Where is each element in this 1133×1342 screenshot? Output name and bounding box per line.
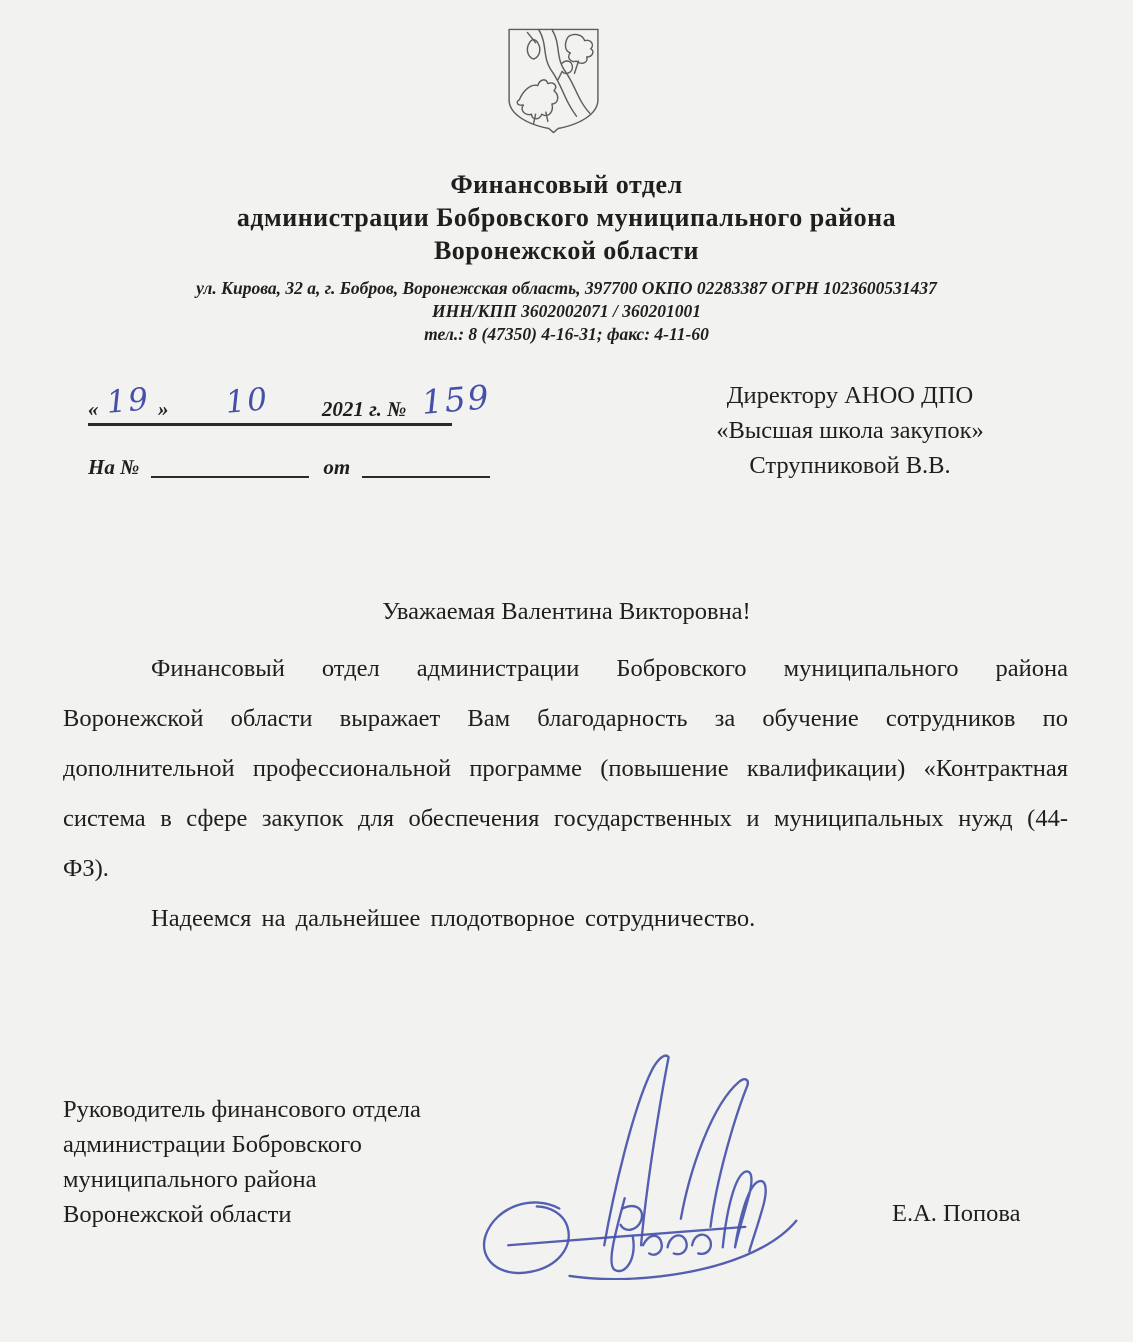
blank-underline (151, 476, 309, 478)
signer-title-line4: Воронежской области (63, 1201, 292, 1228)
quote-open: « (88, 397, 99, 421)
address-line1: ул. Кирова, 32 а, г. Бобров, Воронежская область, 397700 ОКПО 02283387 ОГРН 1023600531437 (196, 278, 937, 298)
recipient-line2: «Высшая школа закупок» (716, 417, 984, 444)
reply-number-label: На № (88, 455, 140, 479)
reply-from-label: от (323, 455, 351, 479)
quote-close: » (157, 397, 169, 421)
year-and-number-label: 2021 г. № (321, 397, 407, 421)
handwritten-day: 19 (104, 381, 152, 421)
body-paragraph-2: Надеемся на дальнейшее плодотворное сотрудничество. (151, 905, 756, 932)
reply-reference-row (88, 455, 488, 480)
salutation: Уважаемая Валентина Викторовна! (382, 598, 751, 625)
org-name-line3: Воронежской области (433, 236, 700, 265)
signer-title-line2: администрации Бобровского (63, 1131, 362, 1158)
org-name-line1: Финансовый отдел (450, 170, 683, 199)
reference-block (88, 377, 493, 480)
signer-name: Е.А. Попова (892, 1200, 1021, 1227)
body-paragraph-1: Финансовый отдел администрации Бобровского муниципального района Воронежской области выражает Вам благодарность за обучение сотрудников по дополнительной профессиональной программе (повышение квалификации) «Контрактная система в сфере закупок для обеспечения государственных и муниципальных нужд (44-ФЗ). (63, 655, 1068, 882)
address-line3: тел.: 8 (47350) 4-16-31; факс: 4-11-60 (424, 324, 709, 344)
letterhead-address-block (0, 277, 1133, 346)
handwritten-month: 10 (224, 381, 271, 421)
handwritten-signature-icon (470, 1045, 810, 1280)
date-underline (88, 423, 452, 426)
date-row (88, 377, 493, 431)
recipient-line3: Струпниковой В.В. (749, 452, 951, 479)
signer-title-line3: муниципального района (63, 1166, 317, 1193)
signer-title-line1: Руководитель финансового отдела (63, 1096, 421, 1123)
letter-body (63, 644, 1068, 944)
org-name-line2: администрации Бобровского муниципального района (236, 203, 897, 232)
recipient-line1: Директору АНОО ДПО (726, 382, 974, 409)
signer-title-block (63, 1092, 421, 1232)
address-line2: ИНН/КПП 3602002071 / 360201001 (431, 301, 702, 321)
letterhead-org-block (0, 168, 1133, 267)
handwritten-outgoing-number: 159 (420, 377, 493, 422)
blank-underline (362, 476, 490, 478)
recipient-block (640, 378, 1060, 483)
coat-of-arms-icon (505, 26, 602, 134)
